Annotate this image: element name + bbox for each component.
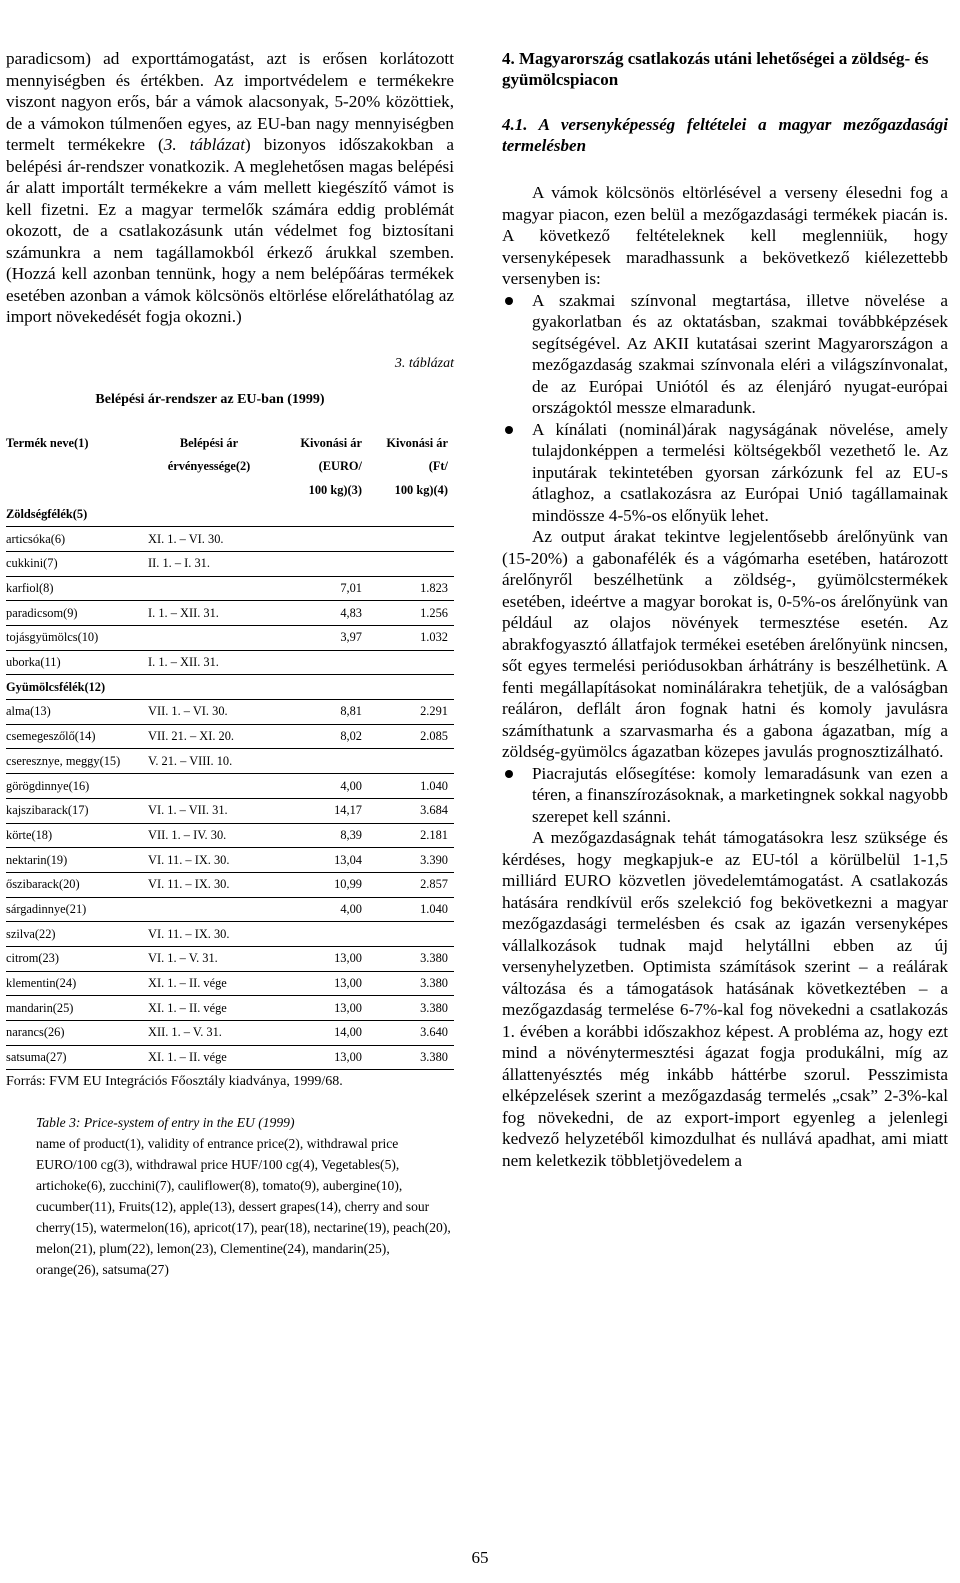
table-source: Forrás: FVM EU Integrációs Főosztály kiadványa, 1999/68. [6,1074,343,1090]
table-cell: I. 1. – XII. 31. [148,650,270,675]
intro-text-continued: ) bizonyos időszakokban a belépési ár-rendszer vonatkozik. A meglehetősen magas belépési ár alatt importált termékekre a vám mellett kiegészítő vámot is kell fizetni. Ez a magyar termelők számára eddig problémát okozott, de a csatlakozásunk után védelmet fog biztosítani számunkra a nem tagállamokból érkező árukkal szemben. (Hozzá kell azonban tennünk, hogy a nem belépőáras termékek esetében azonban a vámok kölcsönös eltörlése előreláthatólag az import növekedését fogja okozni.) [6,135,454,326]
table-header-cell: 100 kg)(3) [308,482,362,497]
table-cell: 1.256 [374,601,454,626]
table-cell: karfiol(8) [6,576,148,601]
table-cell: 4,00 [270,897,374,922]
table-body [6,432,454,1070]
table-reference: 3. táblázat [163,135,246,154]
table-header-cell: Belépési ár [179,435,239,450]
table-cell [374,527,454,552]
table-cell: 3.390 [374,848,454,873]
table-cell [148,503,270,527]
bullet-text: Piacrajutás elősegítése: komoly lemaradásunk van ezen a téren, a finanszírozásoknak, a marketingnek sokkal nagyobb szerepet kell szánni. [532,763,948,826]
right-column [502,48,948,1171]
table-cell: XII. 1. – V. 31. [148,1021,270,1046]
table-cell: 8,81 [270,700,374,725]
table-section-row [6,675,454,700]
english-caption [6,1112,454,1280]
table-row [6,601,454,626]
table-cell [148,576,270,601]
table-cell: 8,02 [270,724,374,749]
table-cell: 8,39 [270,823,374,848]
table-row [6,996,454,1021]
paragraph-1: A vámok kölcsönös eltörlésével a verseny élesedni fog a magyar piacon, ezen belül a mezőgazdasági termékek piacán is. A következő feltételeknek kell meglenniük, hogy versenyképesek maradhassunk a bekövetkező kiélezettebb versenyben is: [502,183,948,288]
table-cell: alma(13) [6,700,148,725]
table-cell: 3.380 [374,946,454,971]
bullet-text: A szakmai színvonal megtartása, illetve növelése a gyakorlatban és az oktatásban, szakmai továbbképzések segítségével. Az AKII kutatásai szerint Magyarországon a mezőgazdaság szakmai színvonala eléri a világszínvonalat, de az Európai Uniótól és az élenjáró nyugat-európai országoktól messze elmaradunk. [532,290,948,417]
table-header-cell [6,479,148,503]
table-cell: 3.684 [374,798,454,823]
table-cell: VI. 11. – IX. 30. [148,922,270,947]
table-cell: 13,00 [270,946,374,971]
table-cell: 1.032 [374,626,454,651]
table-cell: nektarin(19) [6,848,148,873]
table-row [6,527,454,552]
table-row [6,823,454,848]
table-cell: 13,00 [270,971,374,996]
table-cell: 13,04 [270,848,374,873]
section-heading: 4. Magyarország csatlakozás utáni lehetőségei a zöldség- és gyümölcspiacon [502,49,929,89]
table-cell: II. 1. – I. 31. [148,551,270,576]
table-cell: sárgadinnye(21) [6,897,148,922]
table-cell: kajszibarack(17) [6,798,148,823]
table-row [6,798,454,823]
table-cell: tojásgyümölcs(10) [6,626,148,651]
english-table-title: Table 3: Price-system of entry in the EU (1999) [36,1115,295,1131]
intro-paragraph [6,48,454,328]
table-header-cell [6,455,148,479]
bullet-item [502,290,948,419]
table-cell: VII. 1. – IV. 30. [148,823,270,848]
table-cell: V. 21. – VIII. 10. [148,749,270,774]
table-cell [270,650,374,675]
bullet-list-2 [502,763,948,828]
table-cell: citrom(23) [6,946,148,971]
table-cell [148,626,270,651]
table-cell: cseresznye, meggy(15) [6,749,148,774]
table-cell [374,650,454,675]
entry-price-table [6,432,454,1071]
table-header-cell: (Ft/ [428,459,448,474]
table-cell: 4,00 [270,774,374,799]
table-cell: csemegeszőlő(14) [6,724,148,749]
table-cell: szilva(22) [6,922,148,947]
table-row [6,774,454,799]
bullet-item [502,419,948,527]
table-cell: mandarin(25) [6,996,148,1021]
table-cell: 7,01 [270,576,374,601]
paragraph-2: Az output árakat tekintve legjelentősebb árelőnyünk van (15-20%) a gabonafélék és a vágómarha esetében, határozott árelőnyről beszélhetünk a zöldség-, gyümölcstermékek esetében, ideértve a magyar borokat is, 0-5%-os árelőnyünk van például az olajos növények termesztése esetén. Az abrakfogyasztó állatfajok termékei esetében árelőnyünk nincsen, sőt egyes termelési periódusokban árhátrány is beszélhetünk. A fenti megállapításokat nominálárakra tehetjük, de a valóságban reáláron, deflált áron fognak hatni és komoly javulásra számíthatunk a szarvasmarha és a gabona ágazatban, míg a zöldség-gyümölcs ágazatban közepes javulás prognosztizálható. [502,527,948,761]
table-cell: XI. 1. – II. vége [148,971,270,996]
left-column [6,48,454,1280]
table-cell: 13,00 [270,1045,374,1070]
table-row [6,922,454,947]
subsection-heading: 4.1. A versenyképesség feltételei a magyar mezőgazdasági termelésben [502,115,948,155]
intro-text: paradicsom) ad exporttámogatást, azt is erősen korlátozott mennyiségben és értékben. Az importvédelem e termékekre viszont nagyon erős, bár a vámok alacsonyak, 5-20% közöttiek, de a vámokon túlmenően egyes, az EU-ban nagy mennyiségben termelt termékekre ( [6,49,454,154]
table-row [6,749,454,774]
page-number: 65 [471,1548,489,1567]
table-cell: VI. 1. – VII. 31. [148,798,270,823]
table-row [6,551,454,576]
table-cell: 2.291 [374,700,454,725]
table-row [6,897,454,922]
table-header-row [6,432,454,456]
english-legend: name of product(1), validity of entrance price(2), withdrawal price EURO/100 cg(3), withdrawal price HUF/100 cg(4), Vegetables(5), artichoke(6), zucchini(7), cauliflower(8), tomato(9), aubergine(10), cucumber(11), Fruits(12), apple(13), dessert grapes(14), cherry and sour cherry(15), watermelon(16), apricot(17), pear(18), nectarine(19), peach(20), melon(21), plum(22), lemon(23), Clementine(24), mandarin(25), orange(26), satsuma(27) [36,1136,451,1278]
table-header-cell: Kivonási ár [386,435,448,450]
table-cell [270,675,374,700]
bullet-icon [505,297,513,305]
table-cell: uborka(11) [6,650,148,675]
table-section-row [6,503,454,527]
table-row [6,650,454,675]
table-cell [374,503,454,527]
table-row [6,946,454,971]
table-row [6,971,454,996]
table-header-cell: érvényessége(2) [167,459,251,474]
table-cell [374,551,454,576]
table-cell: 2.085 [374,724,454,749]
bullet-text: A kínálati (nominál)árak nagyságának növelése, amely tulajdonképpen a termelési költségekből vezethető le. Az inputárak tekintetében gyorsan zárkózunk fel az EU-s átlaghoz, a csatlakozásra az Európai Unió tagállamainak mindössze 4-5%-os előnyük lehet. [532,419,948,525]
table-cell: VII. 1. – VI. 30. [148,700,270,725]
table-row [6,724,454,749]
table-cell: XI. 1. – II. vége [148,1045,270,1070]
table-header-cell: 100 kg)(4) [394,482,448,497]
table-cell: 4,83 [270,601,374,626]
table-cell: VI. 11. – IX. 30. [148,848,270,873]
table-cell: VI. 11. – IX. 30. [148,872,270,897]
table-cell: 14,00 [270,1021,374,1046]
table-cell: paradicsom(9) [6,601,148,626]
table-cell: körte(18) [6,823,148,848]
table-cell [270,527,374,552]
table-header-row [6,455,454,479]
table-cell: Gyümölcsfélék(12) [6,675,148,700]
table-cell: 3.380 [374,1045,454,1070]
table-header-cell: (EURO/ [318,459,362,474]
table-cell [148,675,270,700]
table-cell [374,922,454,947]
table-row [6,1045,454,1070]
table-cell: 3.380 [374,971,454,996]
table-cell: 1.040 [374,774,454,799]
table-header-row [6,479,454,503]
table-cell [374,749,454,774]
table-cell: 10,99 [270,872,374,897]
table-cell: cukkini(7) [6,551,148,576]
table-header-cell: Kivonási ár [300,435,362,450]
table-cell [270,922,374,947]
table-cell: őszibarack(20) [6,872,148,897]
table-cell: VII. 21. – XI. 20. [148,724,270,749]
table-cell: 2.181 [374,823,454,848]
bullet-icon [505,770,513,778]
table-cell [270,749,374,774]
table-cell: 3,97 [270,626,374,651]
table-row [6,872,454,897]
table-number-label: 3. táblázat [394,355,454,371]
table-cell: Zöldségfélék(5) [6,503,148,527]
table-row [6,848,454,873]
table-cell [148,897,270,922]
table-cell: görögdinnye(16) [6,774,148,799]
table-cell: 2.857 [374,872,454,897]
table-row [6,576,454,601]
table-row [6,1021,454,1046]
table-cell: 1.040 [374,897,454,922]
table-cell [148,774,270,799]
table-header-cell: Termék neve(1) [6,435,89,450]
table-row [6,700,454,725]
table-cell: XI. 1. – VI. 30. [148,527,270,552]
table-header-cell [148,479,270,503]
bullet-icon [505,426,513,434]
table-row [6,626,454,651]
table-cell [374,675,454,700]
table-cell: XI. 1. – II. vége [148,996,270,1021]
table-cell: 3.380 [374,996,454,1021]
table-cell: 1.823 [374,576,454,601]
bullet-list-1 [502,290,948,527]
table-cell: I. 1. – XII. 31. [148,601,270,626]
table-cell: articsóka(6) [6,527,148,552]
table-cell: satsuma(27) [6,1045,148,1070]
paragraph-3: A mezőgazdaságnak tehát támogatásokra lesz szüksége és kérdéses, hogy megkapjuk-e az EU-tól a körülbelül 1-1,5 milliárd EURO közvetlen jövedelemtámogatást. A csatlakozás hatására rendkívül erős szelekció fog bekövetkezni a magyar mezőgazdasági termelésben és csak az igazán versenyképes vállalkozások tudnak majd helytállni ebben az új versenyhelyzetben. Optimista számítások szerint – a reálárak változása és a támogatások hatásának következtében – a mezőgazdaság termelése 6-7%-kal fog növekedni a csatlakozás 1. évében a korábbi időszakhoz képest. A probléma az, hogy ezt mind a növénytermesztési ágazat fogja produkálni, míg az állattenyésztés még inkább háttérbe szorul. Pesszimista elképzelések szerint a mezőgazdaság termelés „csak” 2-3%-kal fog növekedni, de az export-import egyenleg a jelenlegi kedvező helyzetéből kimozdulhat és nullává apadhat, ami miatt nem keletkezik többletjövedelem a [502,828,948,1170]
table-cell: narancs(26) [6,1021,148,1046]
table-title: Belépési ár-rendszer az EU-ban (1999) [95,391,325,407]
table-cell [270,503,374,527]
table-cell: 14,17 [270,798,374,823]
table-cell: klementin(24) [6,971,148,996]
table-cell: VI. 1. – V. 31. [148,946,270,971]
table-cell [270,551,374,576]
table-cell: 13,00 [270,996,374,1021]
bullet-item [502,763,948,828]
table-cell: 3.640 [374,1021,454,1046]
